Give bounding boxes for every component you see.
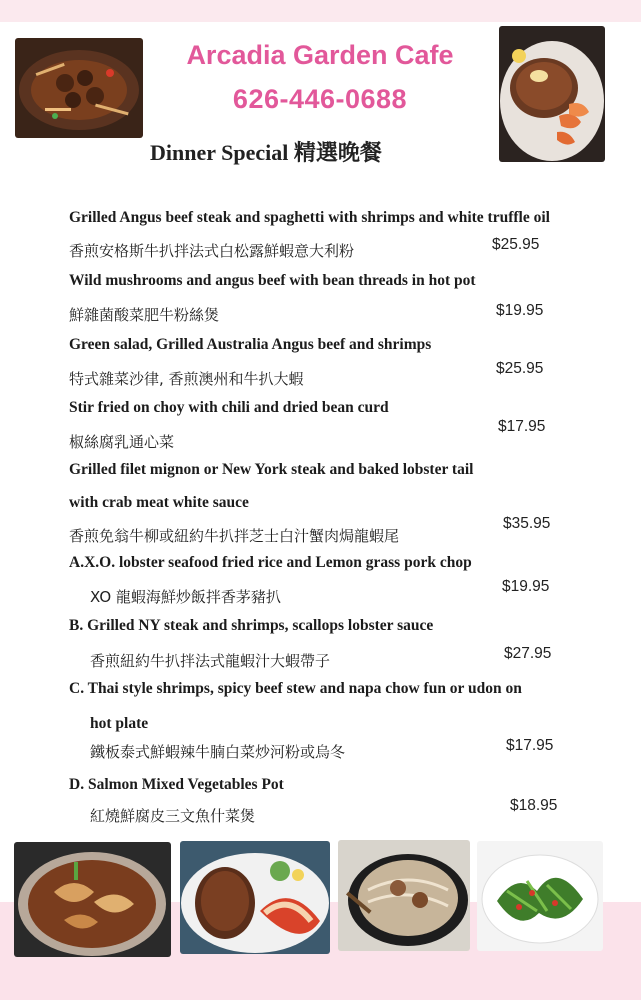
item3-price: $25.95 xyxy=(496,360,544,377)
item7-english: B. Grilled NY steak and shrimps, scallops lobster sauce xyxy=(69,617,434,634)
steak-lobster-tail-photo xyxy=(180,841,330,954)
item4-chinese: 椒絲腐乳通心菜 xyxy=(69,433,175,451)
item5-english-line2: with crab meat white sauce xyxy=(69,494,249,511)
item8-chinese: 鐵板泰式鮮蝦辣牛腩白菜炒河粉或烏冬 xyxy=(90,743,346,761)
item8-english-line1: C. Thai style shrimps, spicy beef stew and napa chow fun or udon on xyxy=(69,680,522,697)
special-title: Dinner Special 精選晚餐 xyxy=(150,140,382,165)
item8-price: $17.95 xyxy=(506,737,554,754)
item1-chinese: 香煎安格斯牛扒拌法式白松露鮮蝦意大利粉 xyxy=(69,242,355,260)
item6-chinese: XO 龍蝦海鮮炒飯拌香茅豬扒 xyxy=(90,588,281,606)
restaurant-name: Arcadia Garden Cafe xyxy=(186,40,454,70)
item7-chinese: 香煎紐約牛扒拌法式龍蝦汁大蝦帶子 xyxy=(90,652,331,670)
item4-price: $17.95 xyxy=(498,418,546,435)
item2-english: Wild mushrooms and angus beef with bean threads in hot pot xyxy=(69,272,476,289)
stir-fried-on-choy-photo xyxy=(477,841,603,951)
item5-chinese: 香煎免翁牛柳或紐約牛扒拌芝士白汁蟹肉焗龍蝦尾 xyxy=(69,527,400,545)
item5-price: $35.95 xyxy=(503,515,551,532)
item5-english-line1: Grilled filet mignon or New York steak and baked lobster tail xyxy=(69,461,474,478)
tofu-skin-salmon-pot-photo xyxy=(14,842,171,957)
item2-price: $19.95 xyxy=(496,302,544,319)
item9-chinese: 紅燒鮮腐皮三文魚什菜煲 xyxy=(90,807,256,825)
item7-price: $27.95 xyxy=(504,645,552,662)
item1-price: $25.95 xyxy=(492,236,540,253)
item6-price: $19.95 xyxy=(502,578,550,595)
item4-english: Stir fried on choy with chili and dried bean curd xyxy=(69,399,389,416)
phone-number: 626-446-0688 xyxy=(232,84,408,114)
item9-english: D. Salmon Mixed Vegetables Pot xyxy=(69,776,284,793)
item1-english: Grilled Angus beef steak and spaghetti with shrimps and white truffle oil xyxy=(69,209,550,226)
item3-english: Green salad, Grilled Australia Angus beef and shrimps xyxy=(69,336,432,353)
item8-english-line2: hot plate xyxy=(90,715,149,732)
item3-chinese: 特式雜菜沙律, 香煎澳州和牛扒大蝦 xyxy=(69,370,304,388)
item9-price: $18.95 xyxy=(510,797,558,814)
item6-english: A.X.O. lobster seafood fried rice and Lemon grass pork chop xyxy=(69,554,472,571)
beef-bean-threads-hot-pot-photo xyxy=(338,840,470,951)
item2-chinese: 鮮雜菌酸菜肥牛粉絲煲 xyxy=(69,306,220,324)
